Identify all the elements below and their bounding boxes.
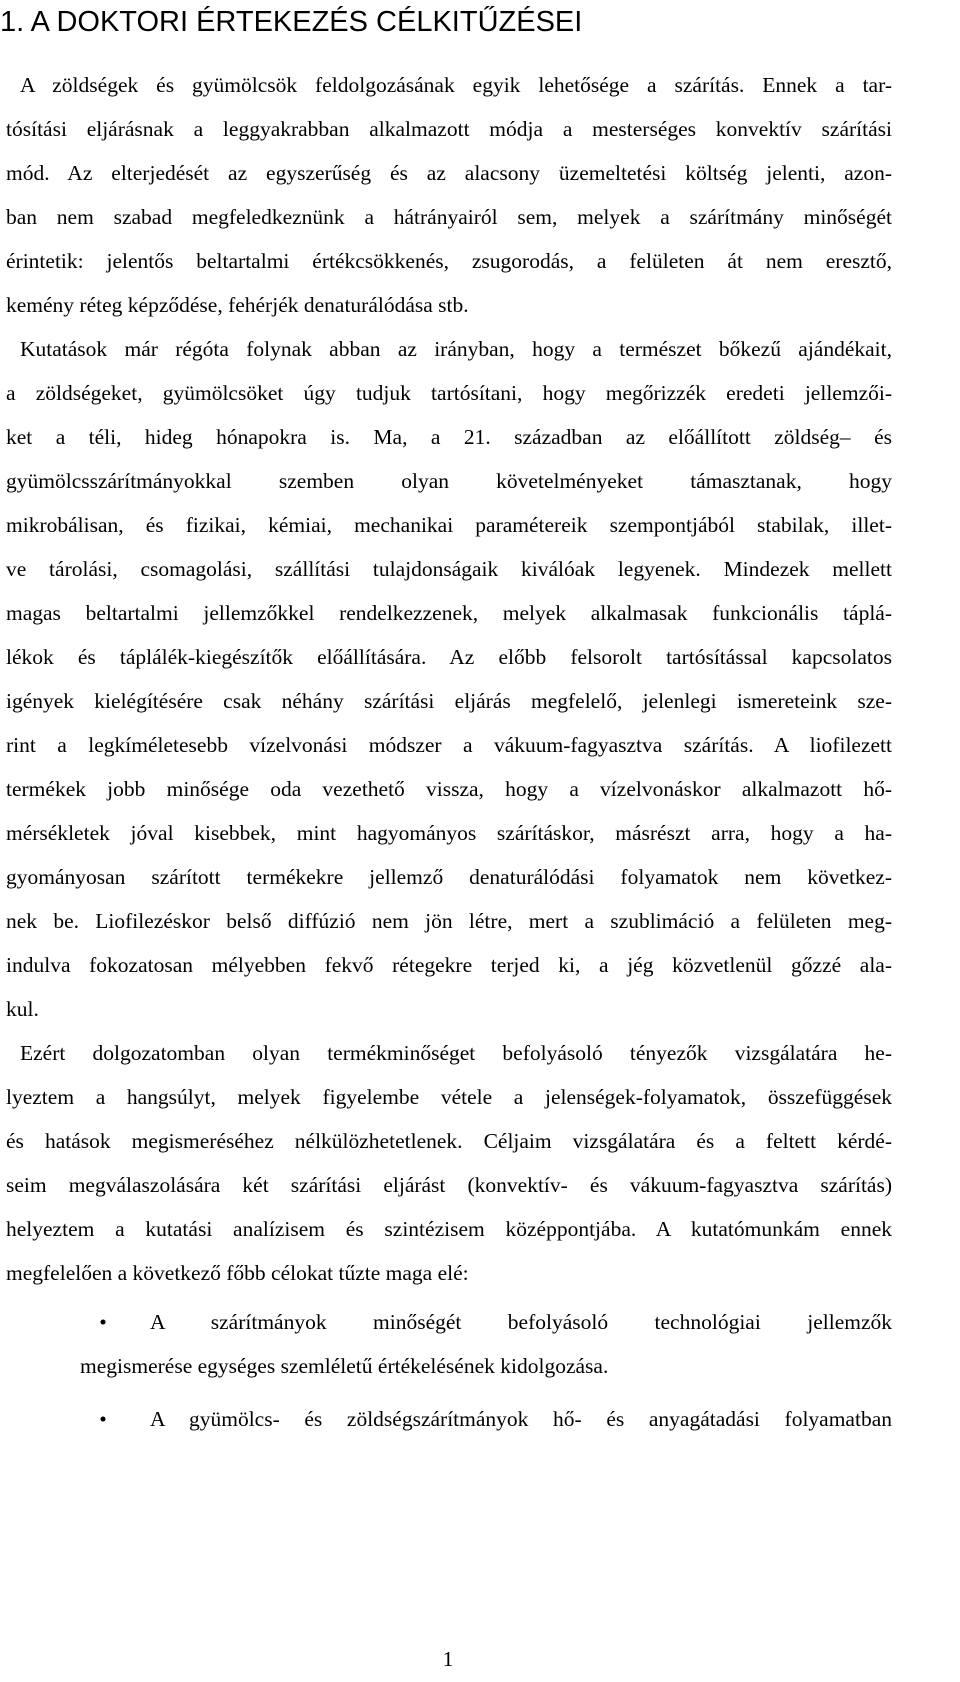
text-line: gyümölcsszárítmányokkal szemben olyan követelményeket támasztanak, hogy [6,469,892,493]
text-line: lékok és táplálék-kiegészítők előállítására. Az előbb felsorolt tartósítással kapcsolatos [6,645,892,669]
page-number: 1 [442,1647,454,1671]
text-line: ban nem szabad megfeledkeznünk a hátrányairól sem, melyek a szárítmány minőségét [6,205,892,229]
bullet-icon: • [99,1407,107,1431]
list-item-text: A gyümölcs- és zöldségszárítmányok hő- és anyagátadási folyamatban [150,1407,892,1431]
text-line: ket a téli, hideg hónapokra is. Ma, a 21. században az előállított zöldség– és [6,425,892,449]
text-line: lyeztem a hangsúlyt, melyek figyelembe vétele a jelenségek-folyamatok, összefüggések [6,1085,892,1109]
text-line: helyeztem a kutatási analízisem és szintézisem középpontjába. A kutatómunkám ennek [6,1217,892,1241]
text-line: igények kielégítésére csak néhány szárítási eljárás megfelelő, jelenlegi ismereteink sze- [6,689,892,713]
text-line: érintetik: jelentős beltartalmi értékcsökkenés, zsugorodás, a felületen át nem eresztő, [6,249,892,273]
bullet-icon: • [99,1310,107,1334]
text-line: mérsékletek jóval kisebbek, mint hagyományos szárításkor, másrészt arra, hogy a ha- [6,821,892,845]
text-line: mikrobálisan, és fizikai, kémiai, mechanikai paramétereik szempontjából stabilak, illet- [6,513,892,537]
text-line: indulva fokozatosan mélyebben fekvő rétegekre terjed ki, a jég közvetlenül gőzzé ala- [6,953,892,977]
text-line: ve tárolási, csomagolási, szállítási tulajdonságaik kiválóak legyenek. Mindezek mellett [6,557,892,581]
text-line: seim megválaszolására két szárítási eljárást (konvektív- és vákuum-fagyasztva szárítás) [6,1173,892,1197]
text-line: kemény réteg képződése, fehérjék denaturálódása stb. [6,293,469,317]
list-item-text: megismerése egységes szemléletű értékelésének kidolgozása. [80,1354,609,1378]
text-line: Ezért dolgozatomban olyan termékminőséget befolyásoló tényezők vizsgálatára he- [20,1041,892,1065]
text-line: és hatások megismeréséhez nélkülözhetetlenek. Céljaim vizsgálatára és a feltett kérdé- [6,1129,892,1153]
text-line: gyományosan szárított termékekre jellemző denaturálódási folyamatok nem következ- [6,865,892,889]
text-line: magas beltartalmi jellemzőkkel rendelkezzenek, melyek alkalmasak funkcionális táplá- [6,601,892,625]
text-line: megfelelően a következő főbb célokat tűzte maga elé: [6,1261,469,1285]
text-line: mód. Az elterjedését az egyszerűség és az alacsony üzemeltetési költség jelenti, azon- [6,161,892,185]
list-item-text: A szárítmányok minőségét befolyásoló technológiai jellemzők [150,1310,892,1334]
text-line: tósítási eljárásnak a leggyakrabban alkalmazott módja a mesterséges konvektív szárítási [6,117,892,141]
text-line: kul. [6,997,39,1021]
text-line: Kutatások már régóta folynak abban az irányban, hogy a természet bőkezű ajándékait, [20,337,892,361]
text-line: termékek jobb minősége oda vezethető vissza, hogy a vízelvonáskor alkalmazott hő- [6,777,892,801]
chapter-heading: 1. A DOKTORI ÉRTEKEZÉS CÉLKITŰZÉSEI [0,6,583,38]
text-line: nek be. Liofilezéskor belső diffúzió nem jön létre, mert a szublimáció a felületen meg- [6,909,892,933]
text-line: A zöldségek és gyümölcsök feldolgozásának egyik lehetősége a szárítás. Ennek a tar- [20,73,892,97]
text-line: rint a legkíméletesebb vízelvonási módszer a vákuum-fagyasztva szárítás. A liofilezett [6,733,892,757]
text-line: a zöldségeket, gyümölcsöket úgy tudjuk tartósítani, hogy megőrizzék eredeti jellemzői- [6,381,892,405]
